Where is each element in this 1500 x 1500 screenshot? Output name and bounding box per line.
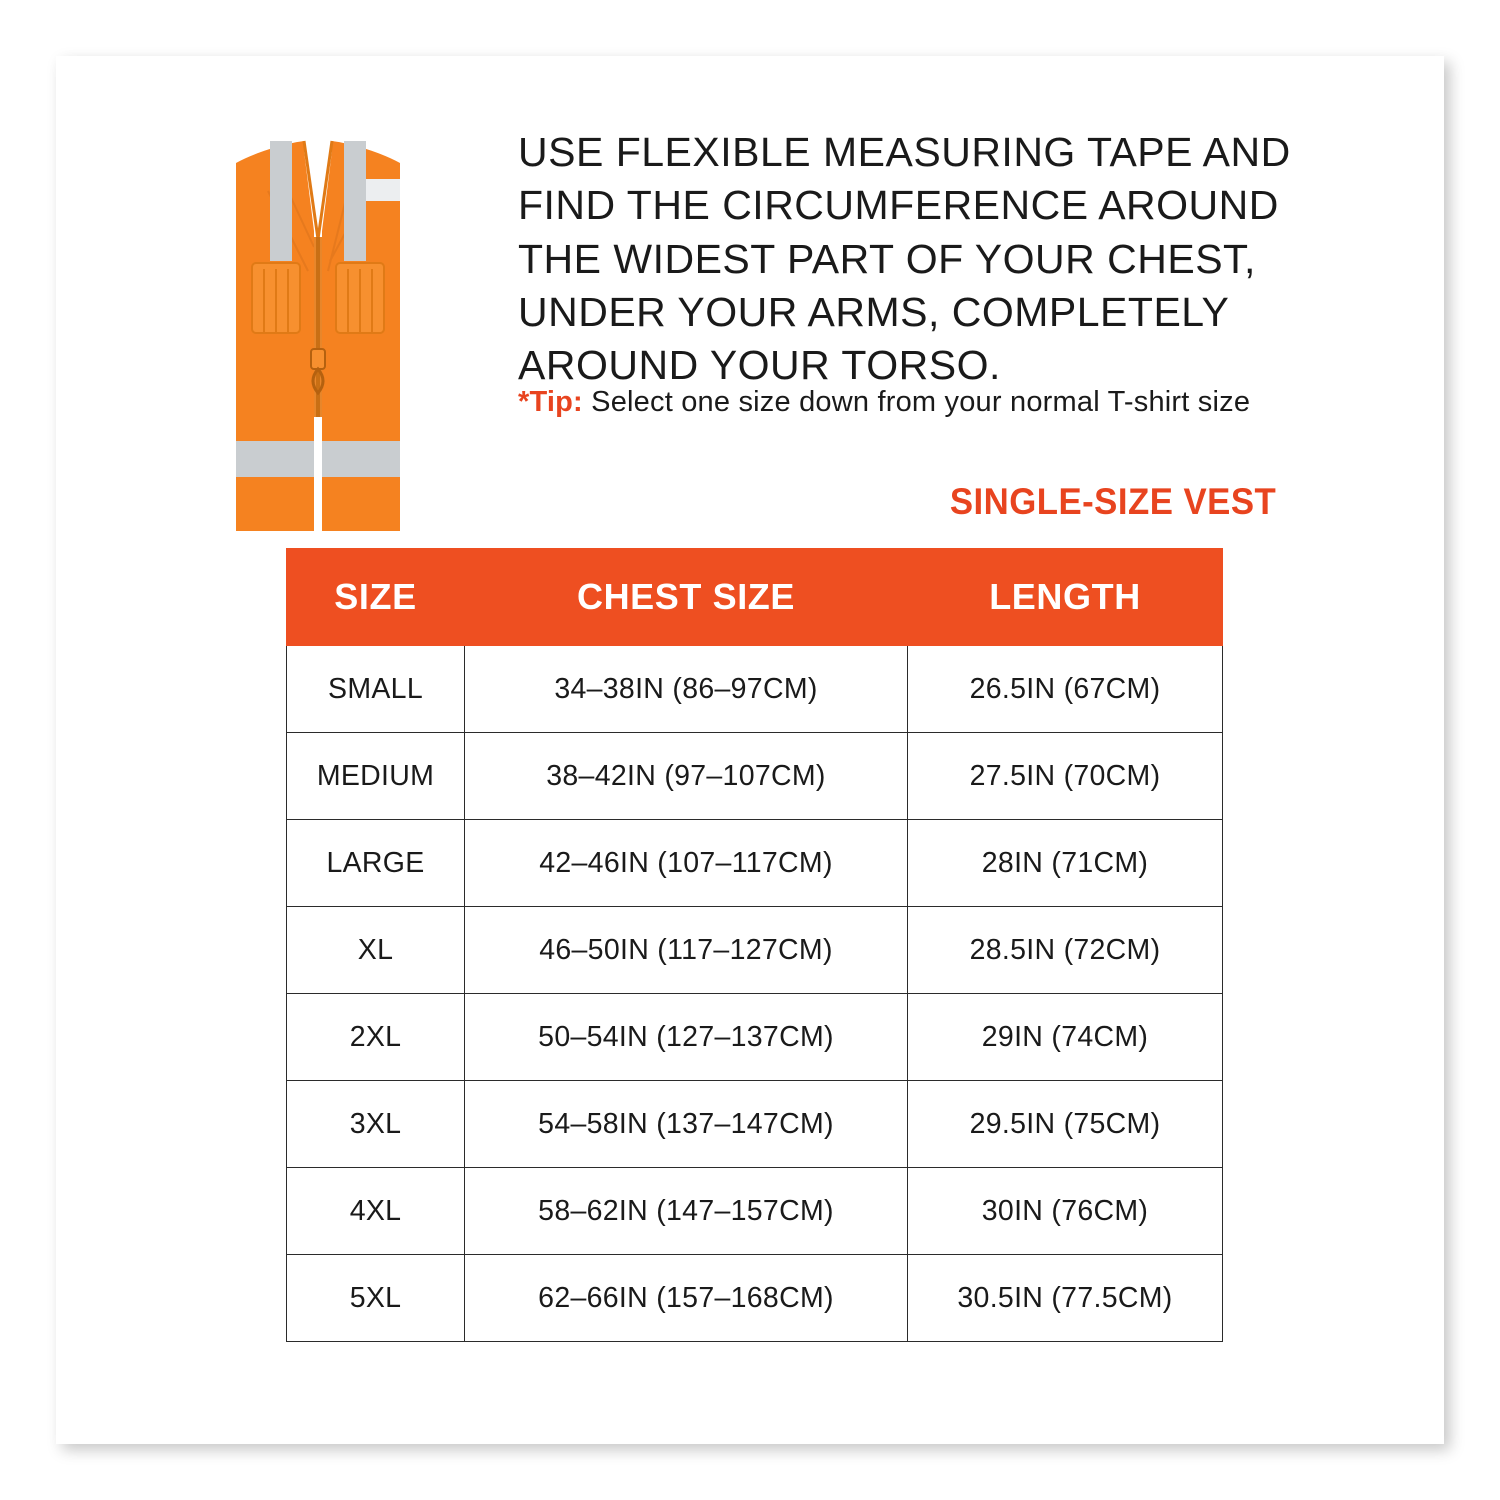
cell-chest: 62–66IN (157–168CM) — [465, 1255, 908, 1342]
cell-size: 3XL — [287, 1081, 465, 1168]
cell-length: 28IN (71CM) — [908, 820, 1223, 907]
cell-size: LARGE — [287, 820, 465, 907]
cell-size: 2XL — [287, 994, 465, 1081]
cell-chest: 42–46IN (107–117CM) — [465, 820, 908, 907]
header-size: SIZE — [287, 549, 465, 646]
table-row — [287, 1168, 1223, 1255]
cell-size: 4XL — [287, 1168, 465, 1255]
vest-icon — [118, 111, 518, 531]
cell-chest: 54–58IN (137–147CM) — [465, 1081, 908, 1168]
measuring-instructions: USE FLEXIBLE MEASURING TAPE AND FIND THE CIRCUMFERENCE AROUND THE WIDEST PART OF YOUR CHEST, UNDER YOUR ARMS, COMPLETELY AROUND YOUR TORSO. — [518, 129, 1291, 389]
cell-chest: 58–62IN (147–157CM) — [465, 1168, 908, 1255]
table-row — [287, 1255, 1223, 1342]
tip-text: Select one size down from your normal T-shirt size — [582, 386, 1251, 418]
cell-chest: 50–54IN (127–137CM) — [465, 994, 908, 1081]
cell-chest: 38–42IN (97–107CM) — [465, 733, 908, 820]
tip-label: *Tip: — [518, 386, 583, 418]
size-chart-card — [56, 56, 1444, 1444]
cell-length: 27.5IN (70CM) — [908, 733, 1223, 820]
table-title: SINGLE-SIZE VEST — [949, 481, 1276, 522]
table-header-row — [287, 549, 1223, 646]
size-table — [286, 548, 1223, 1342]
safety-vest-illustration — [118, 111, 518, 531]
cell-length: 29.5IN (75CM) — [908, 1081, 1223, 1168]
table-row — [287, 733, 1223, 820]
cell-length: 26.5IN (67CM) — [908, 646, 1223, 733]
table-row — [287, 994, 1223, 1081]
header-chest-size: CHEST SIZE — [465, 549, 908, 646]
table-row — [287, 646, 1223, 733]
header-length: LENGTH — [908, 549, 1223, 646]
cell-size: 5XL — [287, 1255, 465, 1342]
sizing-tip — [518, 386, 1398, 419]
cell-size: SMALL — [287, 646, 465, 733]
cell-length: 30.5IN (77.5CM) — [908, 1255, 1223, 1342]
table-row — [287, 1081, 1223, 1168]
cell-length: 30IN (76CM) — [908, 1168, 1223, 1255]
cell-length: 28.5IN (72CM) — [908, 907, 1223, 994]
cell-size: MEDIUM — [287, 733, 465, 820]
cell-size: XL — [287, 907, 465, 994]
cell-chest: 46–50IN (117–127CM) — [465, 907, 908, 994]
cell-length: 29IN (74CM) — [908, 994, 1223, 1081]
cell-chest: 34–38IN (86–97CM) — [465, 646, 908, 733]
table-row — [287, 820, 1223, 907]
table-row — [287, 907, 1223, 994]
